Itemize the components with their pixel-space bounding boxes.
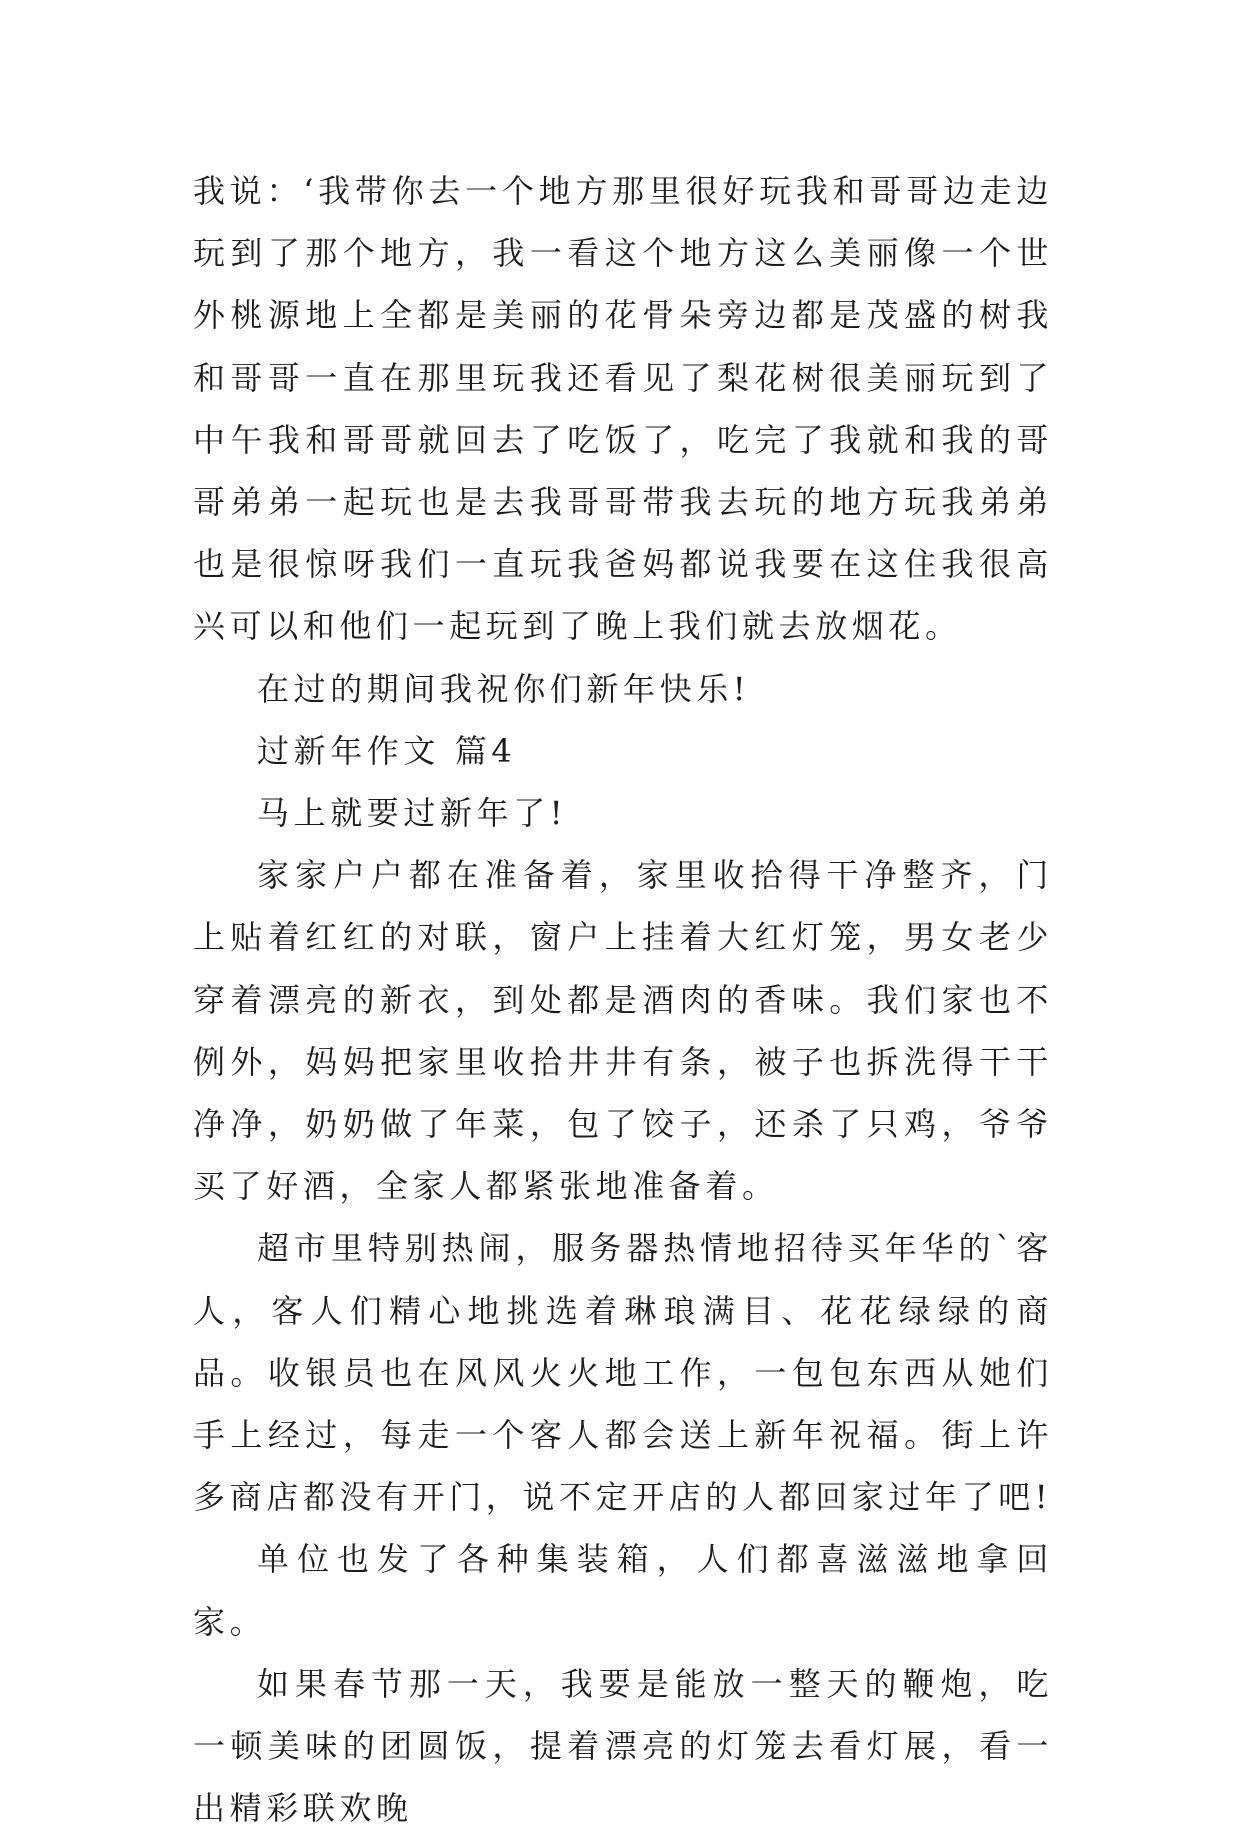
paragraph-continued: 我说：‘我带你去一个地方那里很好玩我和哥哥边走边玩到了那个地方，我一看这个地方这么美丽像一个世外桃源地上全都是美丽的花骨朵旁边都是茂盛的树我和哥哥一直在那里玩我还看见了梨花树很美丽玩到了中午我和哥哥就回去了吃饭了，吃完了我就和我的哥哥弟弟一起玩也是去我哥哥带我去玩的地方玩我弟弟也是很惊呀我们一直玩我爸妈都说我要在这住我很高兴可以和他们一起玩到了晚上我们就去放烟花。 bbox=[193, 172, 1053, 646]
paragraph-preparation: 家家户户都在准备着，家里收拾得干净整齐，门上贴着红红的对联，窗户上挂着大红灯笼，男女老少穿着漂亮的新衣，到处都是酒肉的香味。我们家也不例外，妈妈把家里收拾井井有条，被子也拆洗得干干净净，奶奶做了年菜，包了饺子，还杀了只鸡，爷爷买了好酒，全家人都紧张地准备着。 bbox=[193, 856, 1053, 1206]
paragraph-workplace: 单位也发了各种集装箱，人们都喜滋滋地拿回家。 bbox=[193, 1540, 1053, 1641]
paragraph-supermarket: 超市里特别热闹，服务器热情地招待买年华的`客人，客人们精心地挑选着琳琅满目、花花绿绿的商品。收银员也在风风火火地工作，一包包东西从她们手上经过，每走一个客人都会送上新年祝福。街上许多商店都没有开门，说不定开店的人都回家过年了吧! bbox=[193, 1229, 1053, 1517]
essay-heading: 过新年作文 篇4 bbox=[257, 731, 517, 770]
paragraph-spring-festival: 如果春节那一天，我要是能放一整天的鞭炮，吃一顿美味的团圆饭，提着漂亮的灯笼去看灯展，看一出精彩联欢晚 bbox=[193, 1664, 1053, 1828]
paragraph-new-year-wish: 在过的期间我祝你们新年快乐! bbox=[257, 669, 751, 708]
paragraph-opening: 马上就要过新年了! bbox=[257, 794, 568, 833]
document-body bbox=[193, 160, 1053, 1839]
